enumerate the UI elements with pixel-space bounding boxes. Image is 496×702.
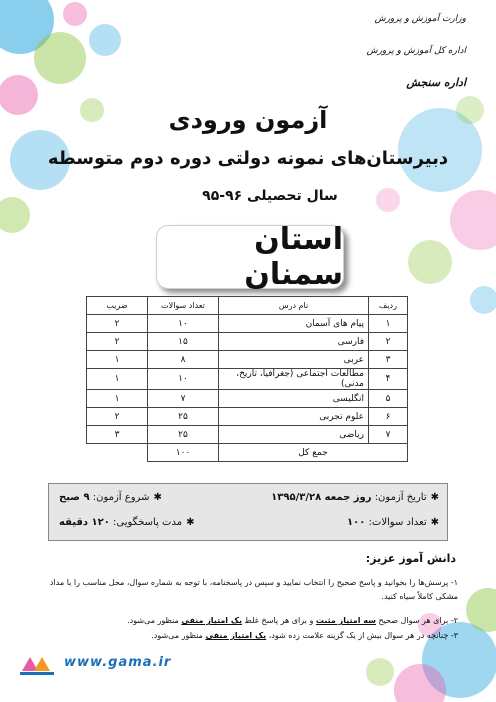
exam-start	[59, 492, 162, 503]
question-count: ۸	[148, 351, 219, 369]
province-box	[156, 222, 344, 292]
table-row	[87, 315, 408, 333]
exam-subtitle: دبیرستان‌های نمونه دولتی دوره دوم متوسطه	[47, 148, 449, 169]
total-count: ۱۰۰	[148, 444, 219, 462]
coefficient: ۲	[87, 408, 148, 426]
star-icon: ✱	[153, 492, 162, 503]
question-count: ۱۰	[148, 315, 219, 333]
site-logo	[18, 651, 208, 677]
instruction-2-part: منظور می‌شود.	[127, 616, 182, 625]
directorate-label: اداره کل آموزش و پرورش	[366, 46, 466, 56]
subjects-table	[86, 296, 408, 462]
instruction-2-emph: یک امتیاز منفی	[181, 616, 243, 625]
subject-name: مطالعات اجتماعی (جغرافیا، تاریخ، مدنی)	[219, 369, 369, 390]
col-header-count: تعداد سوالات	[148, 297, 219, 315]
instruction-3-part: منظور می‌شود.	[151, 631, 206, 640]
exam-title: آزمون ورودی	[168, 106, 328, 134]
exam-question-count	[347, 517, 439, 528]
subject-name: انگلیسی	[219, 390, 369, 408]
subject-name: عربی	[219, 351, 369, 369]
instruction-2-part: و برای هر پاسخ غلط	[242, 616, 316, 625]
exam-duration	[59, 517, 194, 528]
row-number: ۳	[369, 351, 408, 369]
question-count: ۲۵	[148, 408, 219, 426]
count-label: تعداد سوالات:	[368, 517, 427, 528]
table-row	[87, 351, 408, 369]
subject-name: ریاضی	[219, 426, 369, 444]
question-count: ۷	[148, 390, 219, 408]
row-number: ۷	[369, 426, 408, 444]
start-value: ۹ صبح	[59, 492, 90, 503]
table-row	[87, 390, 408, 408]
col-header-subject: نام درس	[219, 297, 369, 315]
question-count: ۱۵	[148, 333, 219, 351]
subject-name: فارسی	[219, 333, 369, 351]
coefficient: ۳	[87, 426, 148, 444]
star-icon: ✱	[430, 492, 439, 503]
date-value: روز جمعه ۱۳۹۵/۳/۲۸	[271, 492, 372, 503]
star-icon: ✱	[430, 517, 439, 528]
duration-value: ۱۲۰ دقیقه	[59, 517, 110, 528]
academic-year: سال تحصیلی ۹۶-۹۵	[202, 188, 338, 204]
province-name: استان سمنان	[244, 222, 343, 292]
instruction-3	[38, 629, 458, 643]
date-label: تاریخ آزمون:	[374, 492, 427, 503]
row-number: ۱	[369, 315, 408, 333]
table-total-row	[87, 444, 408, 462]
subject-name: پیام های آسمان	[219, 315, 369, 333]
question-count: ۲۵	[148, 426, 219, 444]
table-row	[87, 369, 408, 390]
instruction-3-part: ۳- چنانچه در هر سوال بیش از یک گزینه علامت زده شود،	[266, 631, 458, 640]
office-label: اداره سنجش	[406, 76, 466, 89]
row-number: ۵	[369, 390, 408, 408]
logo-icon	[18, 651, 58, 677]
instruction-3-emph: یک امتیاز منفی	[205, 631, 267, 640]
col-header-row: ردیف	[369, 297, 408, 315]
instruction-1: ۱- پرسش‌ها را بخوانید و پاسخ صحیح را انتخاب نمایید و سپس در پاسخنامه، با توجه به شماره سوال، محل مناسب را با مداد مشکی کاملاً سیاه کنید.	[49, 578, 458, 601]
duration-label: مدت پاسخگویی:	[113, 517, 183, 528]
row-number: ۲	[369, 333, 408, 351]
count-value: ۱۰۰	[347, 517, 366, 528]
site-url: www.gama.ir	[64, 655, 172, 670]
coefficient: ۱	[87, 369, 148, 390]
table-header-row	[87, 297, 408, 315]
star-icon: ✱	[186, 517, 195, 528]
table-row	[87, 426, 408, 444]
instruction-2	[38, 614, 458, 628]
table-row	[87, 408, 408, 426]
total-label: جمع کل	[219, 444, 408, 462]
row-number: ۴	[369, 369, 408, 390]
coefficient: ۱	[87, 390, 148, 408]
exam-info-box	[48, 483, 448, 541]
empty-cell	[87, 444, 148, 462]
ministry-label: وزارت آموزش و پرورش	[374, 14, 466, 24]
coefficient: ۲	[87, 333, 148, 351]
start-label: شروع آزمون:	[92, 492, 150, 503]
instructions-intro: دانش آموز عزیز:	[365, 552, 456, 565]
row-number: ۶	[369, 408, 408, 426]
table-row	[87, 333, 408, 351]
instruction-2-part: ۲- برای هر سوال صحیح	[375, 616, 458, 625]
coefficient: ۱	[87, 351, 148, 369]
col-header-coef: ضریب	[87, 297, 148, 315]
exam-date	[271, 492, 439, 503]
instruction-2-emph: سه امتیاز مثبت	[315, 616, 376, 625]
subject-name: علوم تجربی	[219, 408, 369, 426]
question-count: ۱۰	[148, 369, 219, 390]
coefficient: ۲	[87, 315, 148, 333]
